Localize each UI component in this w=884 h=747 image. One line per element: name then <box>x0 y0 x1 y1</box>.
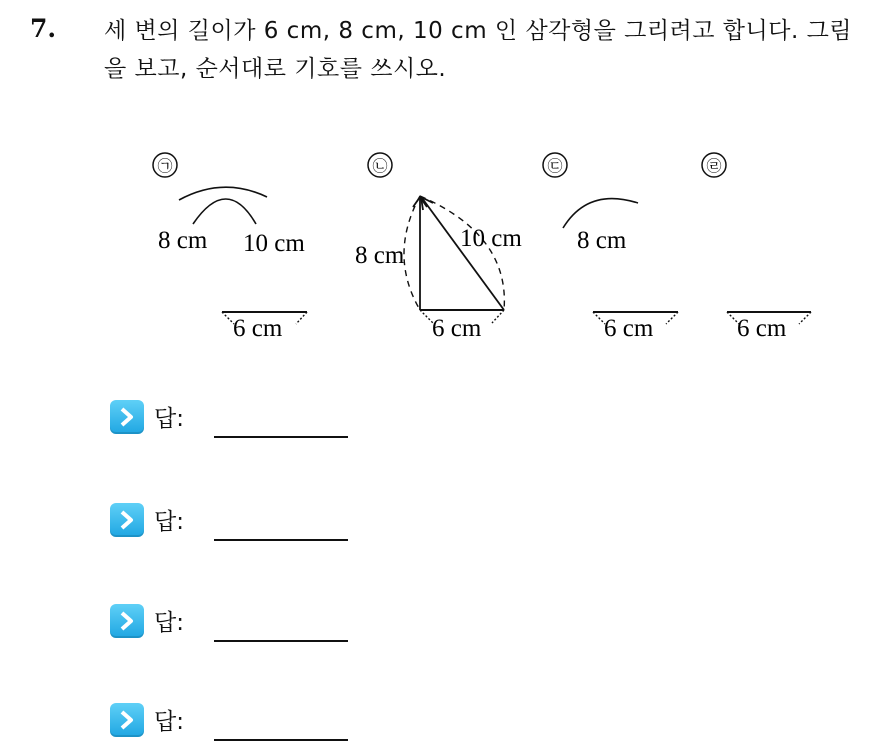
step-a-symbol: ㉠ <box>157 157 173 175</box>
step-b-symbol: ㉡ <box>372 157 388 175</box>
step-c <box>543 153 678 342</box>
step-d-symbol: ㉣ <box>706 157 722 175</box>
question-number: 7. <box>30 14 57 43</box>
step-d-label-6cm: 6 cm <box>737 315 787 342</box>
step-b-label-6cm: 6 cm <box>432 315 482 342</box>
step-a-arc-1 <box>179 187 267 200</box>
step-c-arc <box>563 199 638 228</box>
step-c-label-8cm: 8 cm <box>577 227 627 254</box>
step-c-symbol: ㉢ <box>547 157 563 175</box>
step-d <box>702 153 811 342</box>
chevron-right-icon <box>110 503 144 537</box>
answer-label: 답: <box>154 709 184 735</box>
answer-blank[interactable] <box>214 739 348 741</box>
step-a-label-10cm: 10 cm <box>243 230 305 257</box>
question-text: 세 변의 길이가 6 cm, 8 cm, 10 cm 인 삼각형을 그리려고 합니다. 그림을 보고, 순서대로 기호를 쓰시오. <box>104 18 853 82</box>
answer-label: 답: <box>154 406 184 432</box>
answer-blank[interactable] <box>214 436 348 438</box>
step-a-dash-right <box>296 312 307 324</box>
step-d-dash-right <box>799 312 811 324</box>
step-b-arc-left <box>404 196 420 310</box>
chevron-right-icon <box>110 703 144 737</box>
answer-blank[interactable] <box>214 539 348 541</box>
construction-steps <box>0 0 884 360</box>
step-b-label-8cm: 8 cm <box>355 242 405 269</box>
step-c-dash-right <box>666 312 678 324</box>
step-b <box>355 153 522 342</box>
answer-label: 답: <box>154 509 184 535</box>
step-a-arc-2 <box>193 199 256 224</box>
step-a-label-8cm: 8 cm <box>158 227 208 254</box>
step-a-label-6cm: 6 cm <box>233 315 283 342</box>
step-b-dash-right <box>492 310 504 323</box>
triangle-construction-figure <box>0 0 884 360</box>
step-b-label-10cm: 10 cm <box>460 225 522 252</box>
chevron-right-icon <box>110 604 144 638</box>
step-a <box>153 153 307 342</box>
answer-label: 답: <box>154 610 184 636</box>
chevron-right-icon <box>110 400 144 434</box>
step-c-label-6cm: 6 cm <box>604 315 654 342</box>
answer-blank[interactable] <box>214 640 348 642</box>
